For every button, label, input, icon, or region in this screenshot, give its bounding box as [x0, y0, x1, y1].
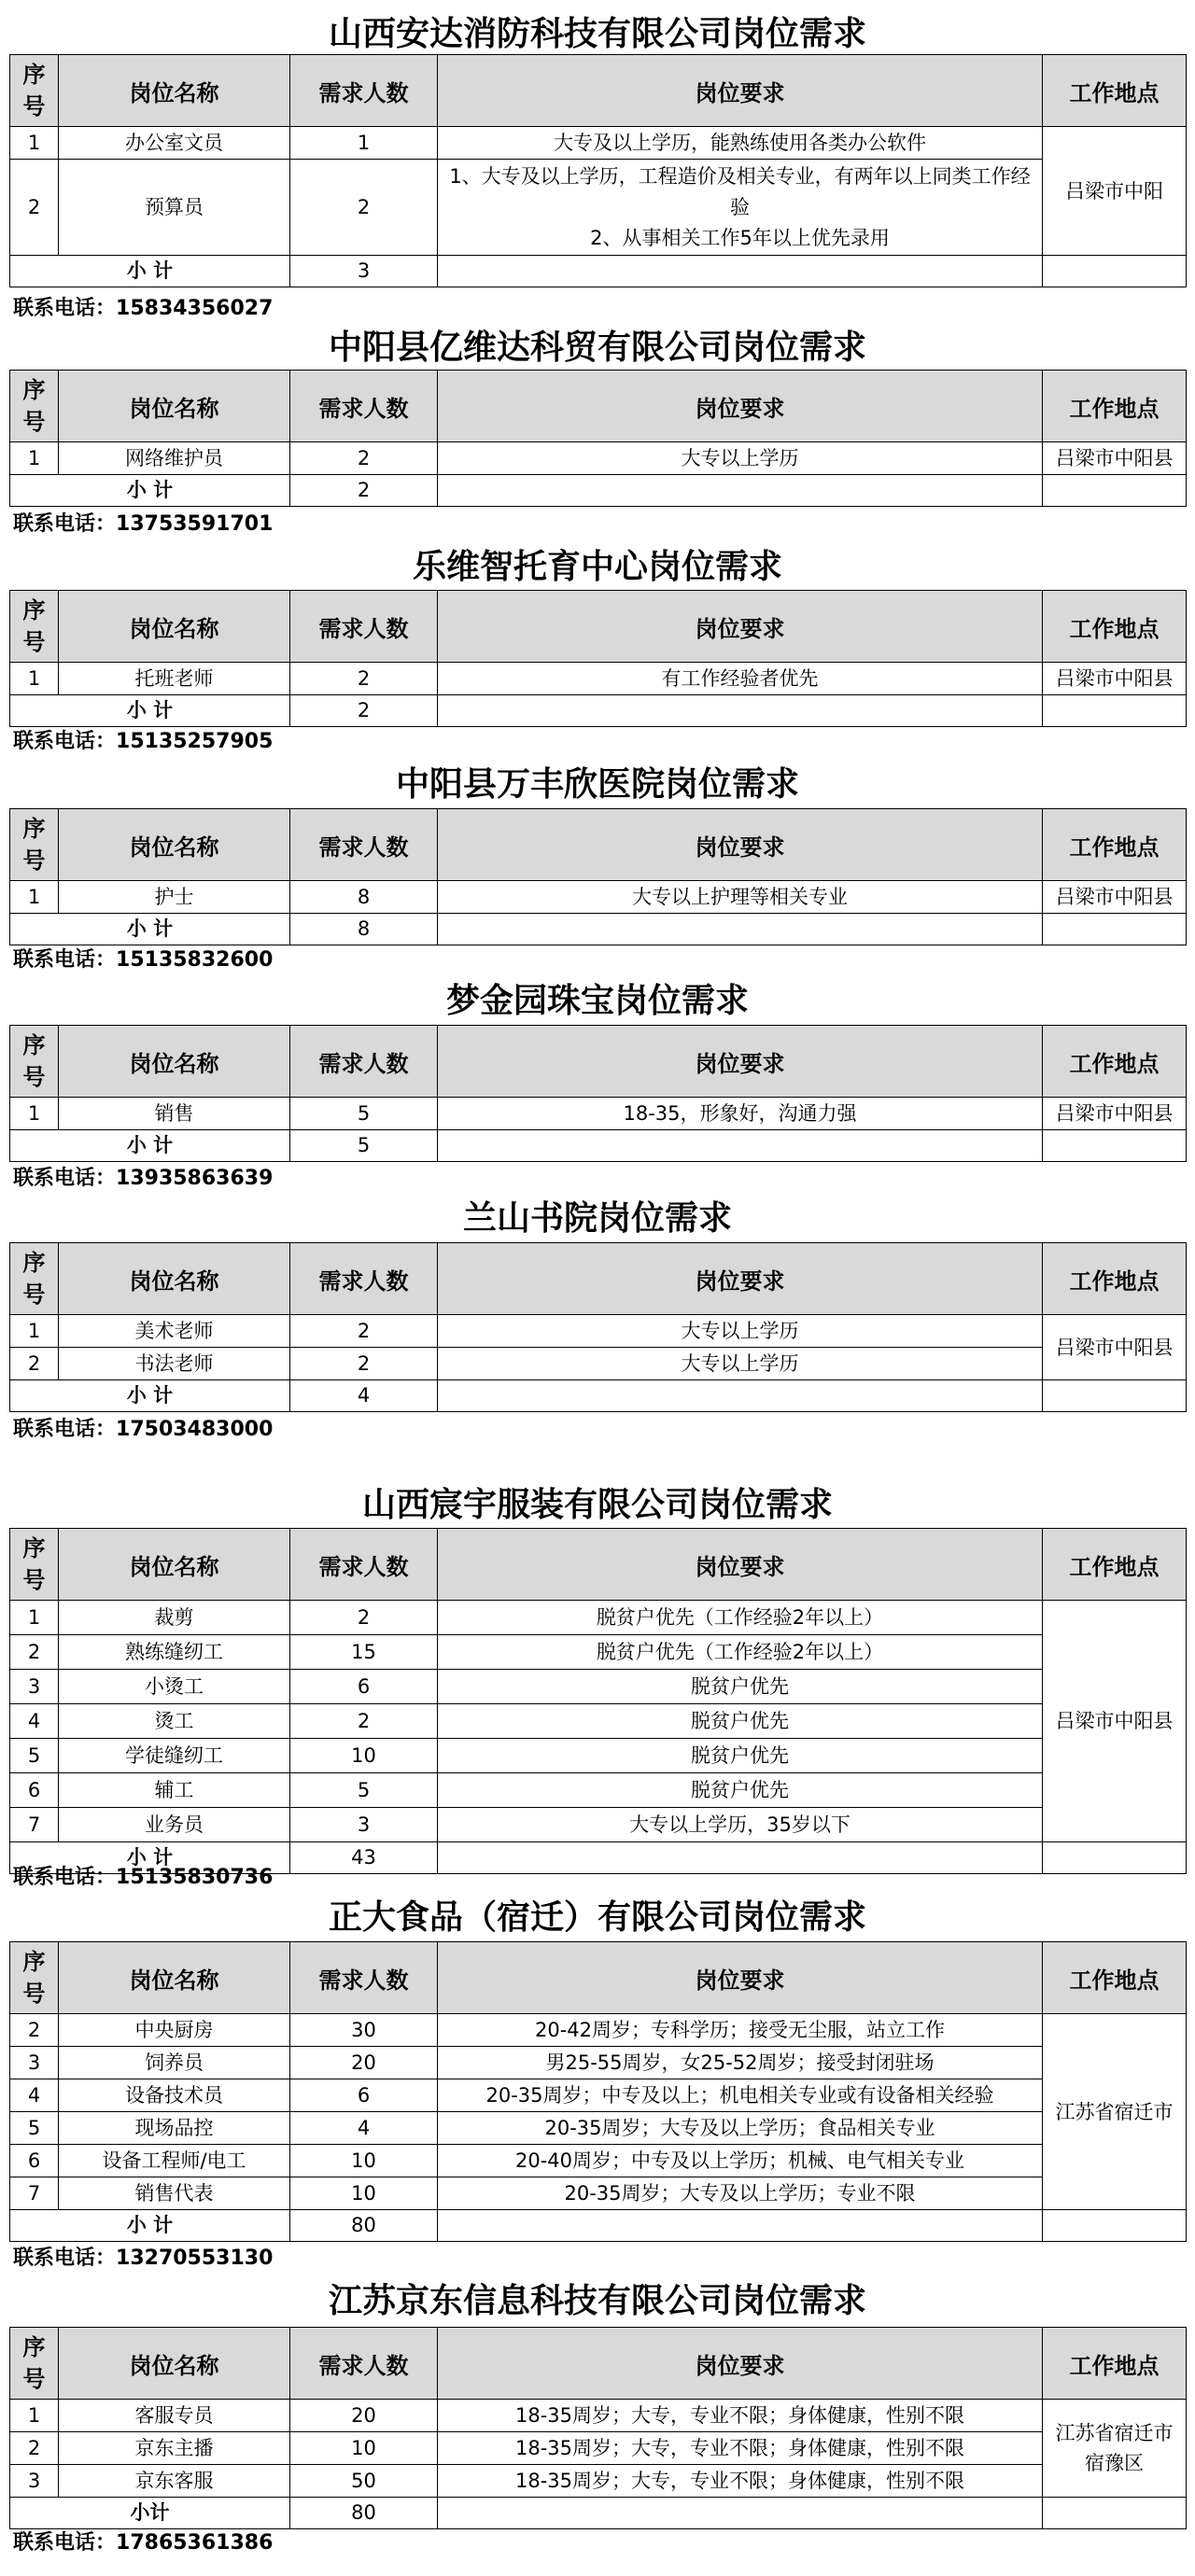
subtotal-value: 3	[290, 256, 438, 287]
row-seq: 7	[10, 1808, 59, 1842]
company-title: 兰山书院岗位需求	[462, 1198, 732, 1238]
requirement-line: 20-42周岁；专科学历；接受无尘服，站立工作	[534, 2018, 946, 2041]
row-seq: 1	[10, 663, 59, 695]
table-row	[10, 442, 1187, 475]
requirement-line: 大专以上学历	[681, 1319, 799, 1342]
header-location: 工作地点	[1043, 1942, 1187, 2014]
company-title: 乐维智托育中心岗位需求	[412, 547, 782, 586]
row-position-name: 设备工程师/电工	[59, 2145, 290, 2177]
header-requirements: 岗位要求	[438, 591, 1043, 663]
row-seq: 1	[10, 2400, 59, 2432]
phone-number: 15135832600	[116, 948, 274, 972]
row-count: 8	[290, 881, 438, 914]
contact-phone	[13, 1416, 273, 1444]
row-count: 5	[290, 1773, 438, 1808]
requirement-line: 脱贫户优先（工作经验2年以上）	[596, 1640, 884, 1663]
contact-phone	[13, 1165, 273, 1193]
table-row	[10, 2465, 1187, 2498]
subtotal-value: 80	[290, 2498, 438, 2529]
header-seq: 序号	[10, 591, 59, 663]
empty-cell	[1043, 695, 1187, 727]
phone-number: 15834356027	[116, 297, 274, 320]
row-position-name: 小烫工	[59, 1670, 290, 1704]
subtotal-label: 小计	[10, 2498, 290, 2529]
header-location: 工作地点	[1043, 591, 1187, 663]
row-position-name: 办公室文员	[59, 127, 290, 160]
table-header-row	[10, 1243, 1187, 1315]
row-requirements	[438, 2047, 1043, 2079]
row-requirements	[438, 2432, 1043, 2465]
table-row	[10, 2145, 1187, 2177]
table-row	[10, 2014, 1187, 2047]
table-row	[10, 2400, 1187, 2432]
row-count: 2	[290, 1704, 438, 1739]
job-table	[9, 370, 1187, 507]
header-count: 需求人数	[290, 2328, 438, 2400]
empty-cell	[1043, 256, 1187, 287]
header-requirements: 岗位要求	[438, 1243, 1043, 1315]
empty-cell	[438, 695, 1043, 727]
row-count: 10	[290, 2432, 438, 2465]
empty-cell	[1043, 1842, 1187, 1874]
header-seq: 序号	[10, 55, 59, 127]
work-location: 江苏省宿迁市宿豫区	[1043, 2400, 1187, 2498]
header-requirements: 岗位要求	[438, 1026, 1043, 1098]
subtotal-label: 小 计	[10, 1380, 290, 1412]
company-title: 中阳县亿维达科贸有限公司岗位需求	[328, 328, 866, 367]
row-requirements	[438, 1635, 1043, 1670]
row-position-name: 辅工	[59, 1773, 290, 1808]
job-table	[9, 2327, 1187, 2529]
empty-cell	[438, 914, 1043, 945]
contact-label: 联系电话：	[13, 1167, 117, 1190]
work-location: 吕梁市中阳县	[1043, 663, 1187, 695]
contact-label: 联系电话：	[13, 948, 117, 972]
row-requirements	[438, 1098, 1043, 1130]
row-position-name: 托班老师	[59, 663, 290, 695]
subtotal-value: 2	[290, 475, 438, 507]
row-requirements	[438, 1704, 1043, 1739]
table-row	[10, 1315, 1187, 1348]
requirement-line: 20-40周岁；中专及以上学历；机械、电气相关专业	[514, 2149, 965, 2172]
row-seq: 2	[10, 2432, 59, 2465]
table-row	[10, 1808, 1187, 1842]
job-table	[9, 808, 1187, 945]
row-position-name: 学徒缝纫工	[59, 1739, 290, 1773]
subtotal-value: 2	[290, 695, 438, 727]
row-seq: 3	[10, 2047, 59, 2079]
row-position-name: 裁剪	[59, 1601, 290, 1635]
subtotal-value: 5	[290, 1130, 438, 1162]
table-row	[10, 127, 1187, 160]
contact-phone	[13, 511, 273, 539]
row-count: 10	[290, 1739, 438, 1773]
row-seq: 1	[10, 881, 59, 914]
contact-phone	[13, 946, 273, 974]
row-seq: 1	[10, 1098, 59, 1130]
subtotal-row	[10, 1380, 1187, 1412]
row-requirements	[438, 2112, 1043, 2145]
table-header-row	[10, 809, 1187, 881]
header-requirements: 岗位要求	[438, 2328, 1043, 2400]
row-requirements	[438, 1739, 1043, 1773]
header-seq: 序号	[10, 1243, 59, 1315]
subtotal-value: 43	[290, 1842, 438, 1874]
header-seq: 序号	[10, 2328, 59, 2400]
requirement-line: 18-35周岁；大专，专业不限；身体健康，性别不限	[514, 2469, 965, 2492]
row-count: 2	[290, 442, 438, 475]
phone-number: 15135257905	[116, 730, 274, 753]
subtotal-label: 小 计	[10, 256, 290, 287]
table-row	[10, 1773, 1187, 1808]
requirement-line: 有工作经验者优先	[661, 666, 819, 690]
row-position-name: 饲养员	[59, 2047, 290, 2079]
row-position-name: 客服专员	[59, 2400, 290, 2432]
table-row	[10, 663, 1187, 695]
header-requirements: 岗位要求	[438, 1529, 1043, 1601]
phone-number: 13270553130	[116, 2247, 274, 2270]
table-header-row	[10, 371, 1187, 442]
header-location: 工作地点	[1043, 371, 1187, 442]
company-title: 江苏京东信息科技有限公司岗位需求	[328, 2281, 866, 2320]
row-requirements	[438, 1670, 1043, 1704]
empty-cell	[1043, 2498, 1187, 2529]
row-requirements	[438, 160, 1043, 256]
row-requirements	[438, 2400, 1043, 2432]
phone-number: 13935863639	[116, 1167, 274, 1190]
empty-cell	[1043, 1380, 1187, 1412]
table-header-row	[10, 2328, 1187, 2400]
row-count: 2	[290, 663, 438, 695]
phone-number: 13753591701	[116, 512, 274, 536]
header-count: 需求人数	[290, 591, 438, 663]
work-location: 吕梁市中阳县	[1043, 442, 1187, 475]
row-position-name: 现场品控	[59, 2112, 290, 2145]
row-seq: 5	[10, 1739, 59, 1773]
contact-phone	[13, 2245, 273, 2273]
table-header-row	[10, 1942, 1187, 2014]
row-count: 6	[290, 2079, 438, 2112]
empty-cell	[438, 1842, 1043, 1874]
row-requirements	[438, 2014, 1043, 2047]
row-count: 50	[290, 2465, 438, 2498]
header-location: 工作地点	[1043, 1026, 1187, 1098]
header-location: 工作地点	[1043, 1243, 1187, 1315]
header-count: 需求人数	[290, 1529, 438, 1601]
requirement-line: 脱贫户优先	[691, 1709, 789, 1732]
row-seq: 1	[10, 1315, 59, 1348]
row-seq: 6	[10, 2145, 59, 2177]
row-requirements	[438, 127, 1043, 160]
row-seq: 7	[10, 2177, 59, 2210]
empty-cell	[438, 475, 1043, 507]
subtotal-label: 小 计	[10, 1842, 290, 1874]
row-count: 2	[290, 1315, 438, 1348]
row-count: 20	[290, 2400, 438, 2432]
row-position-name: 烫工	[59, 1704, 290, 1739]
subtotal-row	[10, 2210, 1187, 2242]
job-table	[9, 54, 1187, 287]
work-location: 吕梁市中阳县	[1043, 1601, 1187, 1842]
requirement-line: 18-35周岁；大专，专业不限；身体健康，性别不限	[514, 2403, 965, 2427]
row-requirements	[438, 1348, 1043, 1380]
requirement-line: 大专以上学历，35岁以下	[629, 1813, 851, 1836]
requirement-line: 大专及以上学历，能熟练使用各类办公软件	[554, 131, 926, 154]
header-location: 工作地点	[1043, 55, 1187, 127]
row-requirements	[438, 2145, 1043, 2177]
row-seq: 6	[10, 1773, 59, 1808]
subtotal-row	[10, 256, 1187, 287]
row-count: 2	[290, 160, 438, 256]
table-row	[10, 2177, 1187, 2210]
header-position: 岗位名称	[59, 371, 290, 442]
requirement-line: 18-35，形象好，沟通力强	[623, 1101, 857, 1125]
header-count: 需求人数	[290, 809, 438, 881]
row-seq: 2	[10, 160, 59, 256]
empty-cell	[438, 2210, 1043, 2242]
row-seq: 4	[10, 1704, 59, 1739]
empty-cell	[1043, 2210, 1187, 2242]
contact-label: 联系电话：	[13, 730, 117, 753]
header-location: 工作地点	[1043, 1529, 1187, 1601]
job-table	[9, 1528, 1187, 1874]
contact-phone	[13, 728, 273, 756]
requirement-line: 20-35周岁；大专及以上学历；食品相关专业	[544, 2116, 935, 2139]
row-requirements	[438, 442, 1043, 475]
row-requirements	[438, 2177, 1043, 2210]
subtotal-label: 小 计	[10, 695, 290, 727]
table-row	[10, 2112, 1187, 2145]
row-seq: 1	[10, 1601, 59, 1635]
row-position-name: 熟练缝纫工	[59, 1635, 290, 1670]
table-row	[10, 1704, 1187, 1739]
row-count: 20	[290, 2047, 438, 2079]
contact-label: 联系电话：	[13, 297, 117, 320]
empty-cell	[438, 256, 1043, 287]
row-requirements	[438, 1773, 1043, 1808]
empty-cell	[1043, 475, 1187, 507]
work-location: 吕梁市中阳县	[1043, 881, 1187, 914]
requirement-line: 脱贫户优先	[691, 1674, 789, 1698]
table-row	[10, 1098, 1187, 1130]
table-row	[10, 1739, 1187, 1773]
table-row	[10, 881, 1187, 914]
row-position-name: 护士	[59, 881, 290, 914]
row-position-name: 业务员	[59, 1808, 290, 1842]
company-title: 梦金园珠宝岗位需求	[445, 981, 749, 1020]
phone-number: 15135830736	[116, 1866, 274, 1889]
header-seq: 序号	[10, 1026, 59, 1098]
row-seq: 3	[10, 1670, 59, 1704]
row-count: 10	[290, 2177, 438, 2210]
header-position: 岗位名称	[59, 1243, 290, 1315]
header-position: 岗位名称	[59, 55, 290, 127]
company-title: 正大食品（宿迁）有限公司岗位需求	[328, 1897, 866, 1937]
row-count: 30	[290, 2014, 438, 2047]
row-seq: 2	[10, 2014, 59, 2047]
table-header-row	[10, 1026, 1187, 1098]
contact-phone	[13, 1864, 273, 1892]
table-row	[10, 1601, 1187, 1635]
row-requirements	[438, 663, 1043, 695]
row-count: 10	[290, 2145, 438, 2177]
row-position-name: 销售	[59, 1098, 290, 1130]
table-row	[10, 2432, 1187, 2465]
row-position-name: 书法老师	[59, 1348, 290, 1380]
row-position-name: 网络维护员	[59, 442, 290, 475]
row-position-name: 预算员	[59, 160, 290, 256]
row-count: 6	[290, 1670, 438, 1704]
contact-label: 联系电话：	[13, 512, 117, 536]
header-count: 需求人数	[290, 1942, 438, 2014]
subtotal-row	[10, 475, 1187, 507]
subtotal-row	[10, 2498, 1187, 2529]
row-count: 5	[290, 1098, 438, 1130]
table-row	[10, 1635, 1187, 1670]
requirement-line: 男25-55周岁，女25-52周岁；接受封闭驻场	[545, 2051, 935, 2074]
header-requirements: 岗位要求	[438, 371, 1043, 442]
work-location: 吕梁市中阳	[1043, 127, 1187, 256]
table-row	[10, 160, 1187, 256]
row-count: 15	[290, 1635, 438, 1670]
empty-cell	[438, 2498, 1043, 2529]
header-seq: 序号	[10, 371, 59, 442]
contact-label: 联系电话：	[13, 1866, 117, 1889]
empty-cell	[438, 1380, 1043, 1412]
row-count: 4	[290, 2112, 438, 2145]
table-row	[10, 1348, 1187, 1380]
row-count: 3	[290, 1808, 438, 1842]
header-count: 需求人数	[290, 1243, 438, 1315]
company-title: 山西安达消防科技有限公司岗位需求	[328, 14, 866, 53]
header-location: 工作地点	[1043, 2328, 1187, 2400]
row-seq: 4	[10, 2079, 59, 2112]
header-position: 岗位名称	[59, 1942, 290, 2014]
subtotal-row	[10, 914, 1187, 945]
contact-label: 联系电话：	[13, 1418, 117, 1441]
contact-phone	[13, 295, 273, 323]
subtotal-value: 8	[290, 914, 438, 945]
table-header-row	[10, 1529, 1187, 1601]
table-row	[10, 2079, 1187, 2112]
header-seq: 序号	[10, 809, 59, 881]
header-position: 岗位名称	[59, 809, 290, 881]
subtotal-label: 小 计	[10, 914, 290, 945]
row-requirements	[438, 881, 1043, 914]
row-seq: 3	[10, 2465, 59, 2498]
contact-label: 联系电话：	[13, 2247, 117, 2270]
requirement-line: 脱贫户优先	[691, 1743, 789, 1767]
row-position-name: 销售代表	[59, 2177, 290, 2210]
row-requirements	[438, 1601, 1043, 1635]
row-position-name: 京东主播	[59, 2432, 290, 2465]
header-seq: 序号	[10, 1942, 59, 2014]
work-location: 江苏省宿迁市	[1043, 2014, 1187, 2210]
row-count: 2	[290, 1348, 438, 1380]
phone-number: 17865361386	[116, 2531, 274, 2555]
header-seq: 序号	[10, 1529, 59, 1601]
job-table	[9, 1941, 1187, 2242]
header-position: 岗位名称	[59, 2328, 290, 2400]
header-count: 需求人数	[290, 371, 438, 442]
row-requirements	[438, 1808, 1043, 1842]
empty-cell	[1043, 1130, 1187, 1162]
contact-phone	[13, 2529, 273, 2557]
row-seq: 5	[10, 2112, 59, 2145]
subtotal-label: 小 计	[10, 475, 290, 507]
empty-cell	[438, 1130, 1043, 1162]
table-header-row	[10, 591, 1187, 663]
subtotal-label: 小 计	[10, 1130, 290, 1162]
header-count: 需求人数	[290, 55, 438, 127]
header-requirements: 岗位要求	[438, 55, 1043, 127]
row-position-name: 美术老师	[59, 1315, 290, 1348]
row-requirements	[438, 2465, 1043, 2498]
work-location: 吕梁市中阳县	[1043, 1315, 1187, 1380]
requirement-line: 2、从事相关工作5年以上优先录用	[590, 226, 890, 249]
row-count: 1	[290, 127, 438, 160]
requirement-line: 20-35周岁；大专及以上学历；专业不限	[564, 2181, 916, 2205]
requirement-line: 脱贫户优先	[691, 1778, 789, 1801]
company-title: 中阳县万丰欣医院岗位需求	[395, 764, 799, 804]
row-position-name: 京东客服	[59, 2465, 290, 2498]
requirement-line: 大专以上学历	[681, 446, 799, 469]
header-count: 需求人数	[290, 1026, 438, 1098]
header-position: 岗位名称	[59, 1529, 290, 1601]
subtotal-label: 小 计	[10, 2210, 290, 2242]
row-requirements	[438, 1315, 1043, 1348]
header-requirements: 岗位要求	[438, 1942, 1043, 2014]
job-table	[9, 1242, 1187, 1412]
header-position: 岗位名称	[59, 591, 290, 663]
header-location: 工作地点	[1043, 809, 1187, 881]
requirement-line: 大专以上学历	[681, 1351, 799, 1375]
row-count: 2	[290, 1601, 438, 1635]
job-table	[9, 1025, 1187, 1162]
job-table	[9, 590, 1187, 727]
row-seq: 2	[10, 1635, 59, 1670]
row-seq: 1	[10, 442, 59, 475]
table-row	[10, 2047, 1187, 2079]
subtotal-row	[10, 1130, 1187, 1162]
work-location: 吕梁市中阳县	[1043, 1098, 1187, 1130]
row-position-name: 设备技术员	[59, 2079, 290, 2112]
requirement-line: 脱贫户优先（工作经验2年以上）	[596, 1605, 884, 1629]
row-seq: 1	[10, 127, 59, 160]
subtotal-value: 4	[290, 1380, 438, 1412]
subtotal-row	[10, 695, 1187, 727]
empty-cell	[1043, 914, 1187, 945]
company-title: 山西宸宇服装有限公司岗位需求	[361, 1485, 833, 1524]
row-seq: 2	[10, 1348, 59, 1380]
table-header-row	[10, 55, 1187, 127]
requirement-line: 1、大专及以上学历，工程造价及相关专业，有两年以上同类工作经验	[449, 164, 1031, 218]
subtotal-value: 80	[290, 2210, 438, 2242]
requirement-line: 18-35周岁；大专，专业不限；身体健康，性别不限	[514, 2436, 965, 2459]
row-position-name: 中央厨房	[59, 2014, 290, 2047]
header-requirements: 岗位要求	[438, 809, 1043, 881]
requirement-line: 20-35周岁；中专及以上；机电相关专业或有设备相关经验	[485, 2083, 994, 2107]
header-position: 岗位名称	[59, 1026, 290, 1098]
table-row	[10, 1670, 1187, 1704]
row-requirements	[438, 2079, 1043, 2112]
phone-number: 17503483000	[116, 1418, 274, 1441]
requirement-line: 大专以上护理等相关专业	[632, 885, 848, 908]
contact-label: 联系电话：	[13, 2531, 117, 2555]
